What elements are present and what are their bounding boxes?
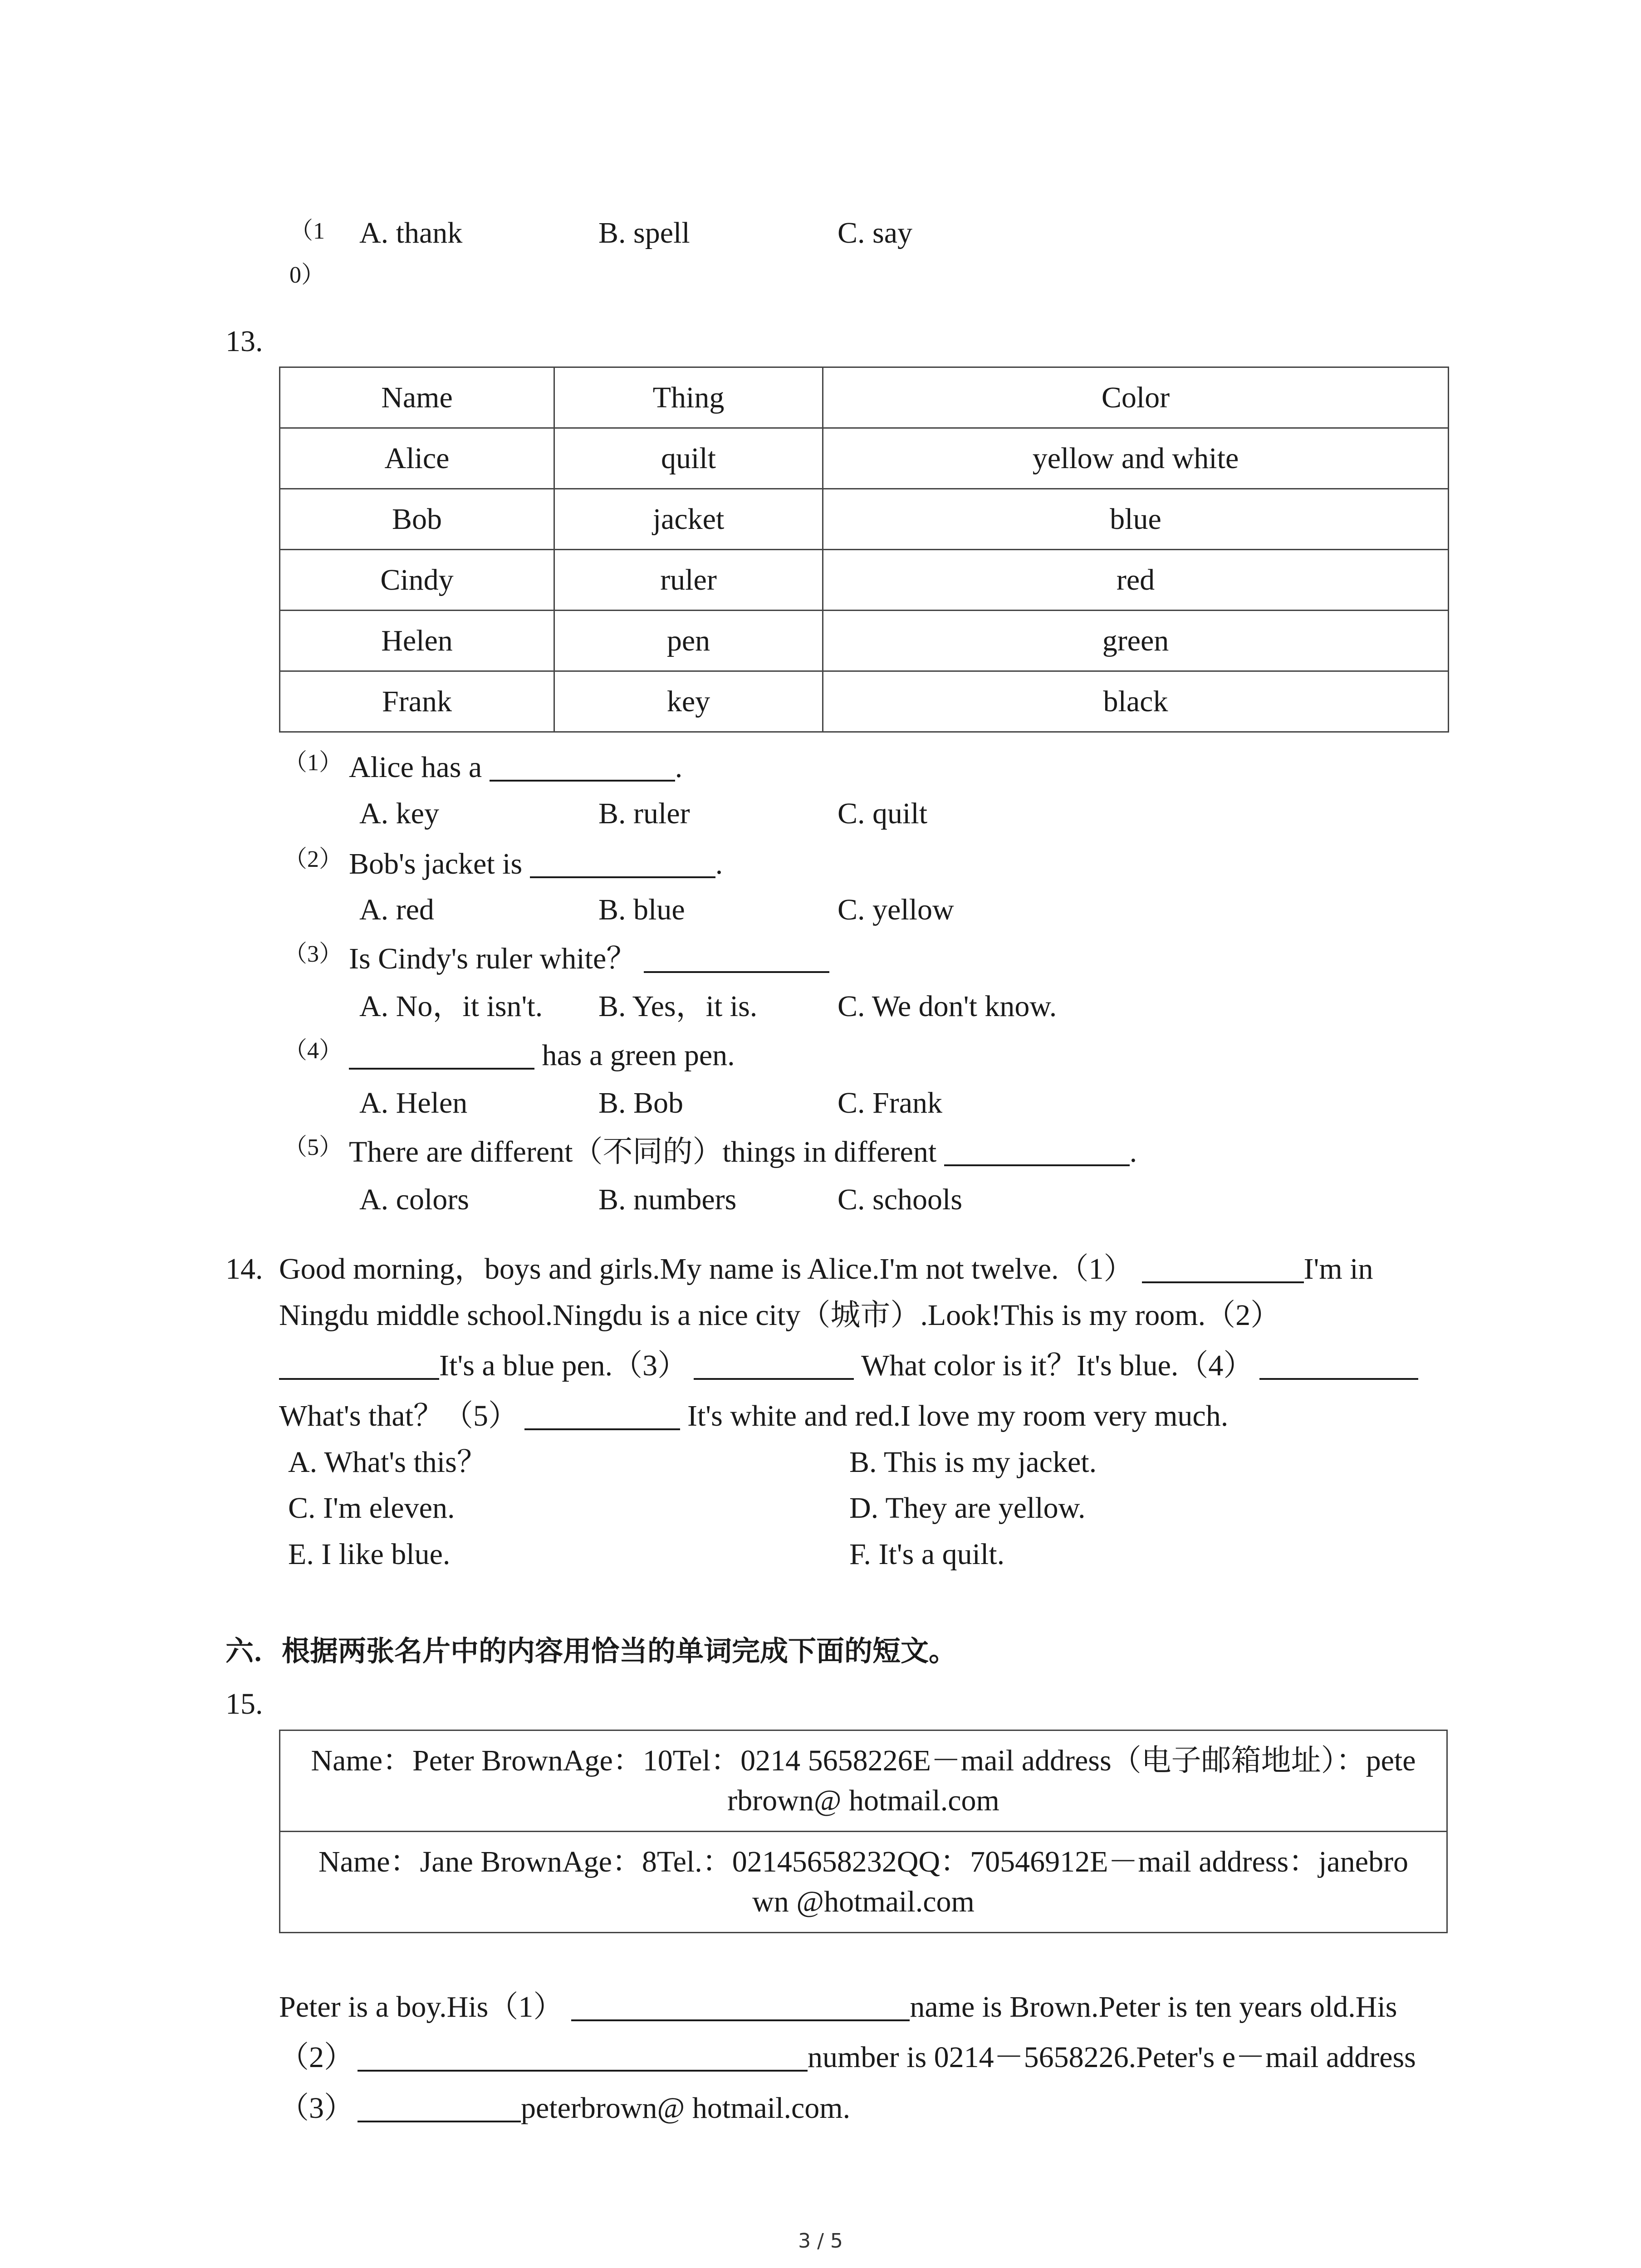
q12-item-10-number-part1: （1 xyxy=(289,218,325,244)
answer-blank xyxy=(694,1353,854,1380)
answer-blank xyxy=(349,1042,534,1070)
card-text-line: wn @hotmail.com xyxy=(752,1885,975,1918)
table-cell: Cindy xyxy=(280,550,554,611)
passage-text: number is 0214－5658226.Peter's e－mail address xyxy=(808,2041,1416,2074)
card-peter xyxy=(280,1730,1447,1832)
q14-options-row-3 xyxy=(288,1538,1004,1571)
table-row xyxy=(280,428,1449,489)
stem-text: Alice has a xyxy=(349,751,482,784)
passage-text: peterbrown@ hotmail.com. xyxy=(521,2092,851,2125)
passage-text: name is Brown.Peter is ten years old.His xyxy=(910,1990,1397,2024)
table-row xyxy=(280,611,1449,671)
answer-blank xyxy=(358,2044,808,2072)
option-d: D. They are yellow. xyxy=(849,1491,1086,1525)
table-row xyxy=(280,489,1449,550)
passage-text: （2） xyxy=(279,2041,354,2074)
q14-options-row-2 xyxy=(288,1491,1086,1525)
q15-passage-line-2 xyxy=(279,2041,1416,2074)
stem-text: Bob's jacket is xyxy=(349,847,523,880)
option-b: B. Bob xyxy=(598,1086,684,1119)
table-cell: key xyxy=(554,671,823,732)
table-cell: Frank xyxy=(280,671,554,732)
table-cell: Bob xyxy=(280,489,554,550)
q15-number: 15. xyxy=(225,1687,263,1721)
q14-passage-line-1 xyxy=(279,1252,1373,1286)
card-row xyxy=(280,1730,1447,1832)
answer-blank xyxy=(530,851,715,878)
option-c: C. quilt xyxy=(838,797,928,830)
answer-blank xyxy=(1259,1353,1418,1380)
q13-info-table xyxy=(279,367,1449,733)
passage-text: Good morning，boys and girls.My name is Alice.I'm not twelve.（1） xyxy=(279,1252,1134,1286)
q12-item-10-number-part2: 0） xyxy=(289,262,325,288)
table-header-row xyxy=(280,367,1449,428)
option-f: F. It's a quilt. xyxy=(849,1538,1005,1571)
q13-item-3-stem xyxy=(349,942,829,976)
card-text-line: rbrown@ hotmail.com xyxy=(727,1784,999,1817)
passage-text: What color is it？It's blue.（4） xyxy=(861,1349,1254,1382)
answer-blank xyxy=(944,1139,1130,1166)
option-e: E. I like blue. xyxy=(288,1538,451,1571)
q14-passage-line-3 xyxy=(279,1349,1418,1383)
business-cards-table xyxy=(279,1730,1448,1933)
q14-options-row-1 xyxy=(288,1446,1097,1479)
option-c: C. We don't know. xyxy=(838,990,1057,1023)
stem-text: . xyxy=(675,751,683,784)
table-cell: ruler xyxy=(554,550,823,611)
stem-text: . xyxy=(715,847,723,880)
table-cell: blue xyxy=(823,489,1449,550)
q13-item-4-options xyxy=(359,1086,942,1120)
answer-blank xyxy=(571,1994,910,2021)
table-header-cell: Thing xyxy=(554,367,823,428)
answer-blank xyxy=(644,946,829,973)
q15-passage-line-1 xyxy=(279,1990,1397,2024)
option-c: C. Frank xyxy=(838,1086,942,1119)
answer-blank xyxy=(490,754,675,782)
option-c: C. schools xyxy=(838,1183,963,1216)
option-a: A. No，it isn't. xyxy=(359,990,543,1023)
passage-text: It's white and red.I love my room very much. xyxy=(687,1399,1229,1432)
q13-item-1-options xyxy=(359,797,927,831)
table-cell: green xyxy=(823,611,1449,671)
q13-item-3-number: （3） xyxy=(284,941,343,967)
table-cell: Helen xyxy=(280,611,554,671)
table-cell: black xyxy=(823,671,1449,732)
stem-text: Is Cindy's ruler white？ xyxy=(349,942,637,975)
passage-text: Peter is a boy.His（1） xyxy=(279,1990,563,2024)
page-number: 3 / 5 xyxy=(798,2229,843,2253)
card-text-line: Name：Peter BrownAge：10Tel：0214 5658226E－mail address（电子邮箱地址）：pete xyxy=(311,1744,1416,1777)
q12-item-10-options xyxy=(359,216,912,250)
table-cell: Alice xyxy=(280,428,554,489)
q13-item-4-number: （4） xyxy=(284,1038,343,1064)
table-header-cell: Name xyxy=(280,367,554,428)
answer-blank xyxy=(279,1353,439,1380)
card-text-line: Name：Jane BrownAge：8Tel.：02145658232QQ：70546912E－mail address：janebro xyxy=(318,1845,1409,1878)
option-c: C. I'm eleven. xyxy=(288,1491,455,1525)
table-cell: jacket xyxy=(554,489,823,550)
answer-blank xyxy=(358,2095,521,2122)
passage-text: Ningdu middle school.Ningdu is a nice city（城市）.Look!This is my room.（2） xyxy=(279,1299,1281,1332)
q13-item-2-stem xyxy=(349,847,723,881)
q14-passage-line-4 xyxy=(279,1399,1228,1433)
q13-item-2-options xyxy=(359,893,954,927)
option-b: B. Yes，it is. xyxy=(598,990,758,1023)
answer-blank xyxy=(524,1403,680,1430)
stem-text: has a green pen. xyxy=(542,1039,735,1072)
stem-text: There are different（不同的）things in different xyxy=(349,1135,937,1168)
stem-text: . xyxy=(1129,1135,1137,1168)
option-b: B. This is my jacket. xyxy=(849,1446,1097,1479)
q15-passage-line-3 xyxy=(279,2092,850,2125)
option-a: A. red xyxy=(359,893,434,926)
option-a: A. Helen xyxy=(359,1086,468,1119)
q14-passage-line-2 xyxy=(279,1299,1280,1332)
option-a: A. key xyxy=(359,797,439,830)
option-c: C. yellow xyxy=(838,893,954,926)
q13-item-1-stem xyxy=(349,751,682,784)
passage-text: I'm in xyxy=(1303,1252,1373,1286)
q13-item-3-options xyxy=(359,990,1057,1023)
option-b: B. ruler xyxy=(598,797,690,830)
passage-text: It's a blue pen.（3） xyxy=(439,1349,688,1382)
q13-item-4-stem xyxy=(349,1039,735,1072)
passage-text: （3） xyxy=(279,2092,354,2125)
section-heading: 六．根据两张名片中的内容用恰当的单词完成下面的短文。 xyxy=(225,1634,957,1667)
option-a: A. thank xyxy=(359,216,463,249)
option-b: B. spell xyxy=(598,216,690,249)
q13-item-5-number: （5） xyxy=(284,1134,343,1160)
table-row xyxy=(280,550,1449,611)
option-c: C. say xyxy=(838,216,912,249)
table-cell: quilt xyxy=(554,428,823,489)
q13-item-1-number: （1） xyxy=(284,750,343,776)
option-b: B. blue xyxy=(598,893,685,926)
table-cell: pen xyxy=(554,611,823,671)
q13-item-5-options xyxy=(359,1183,962,1217)
card-jane xyxy=(280,1832,1447,1933)
card-row xyxy=(280,1832,1447,1933)
answer-blank xyxy=(1142,1256,1304,1283)
option-a: A. What's this？ xyxy=(288,1446,487,1479)
option-b: B. numbers xyxy=(598,1183,737,1216)
passage-text: What's that？（5） xyxy=(279,1399,518,1432)
q13-item-2-number: （2） xyxy=(284,846,343,872)
table-header-cell: Color xyxy=(823,367,1449,428)
option-a: A. colors xyxy=(359,1183,469,1216)
table-cell: red xyxy=(823,550,1449,611)
table-cell: yellow and white xyxy=(823,428,1449,489)
table-row xyxy=(280,671,1449,732)
q14-number: 14. xyxy=(225,1252,263,1286)
q13-number: 13. xyxy=(225,325,263,358)
q13-item-5-stem xyxy=(349,1135,1137,1169)
